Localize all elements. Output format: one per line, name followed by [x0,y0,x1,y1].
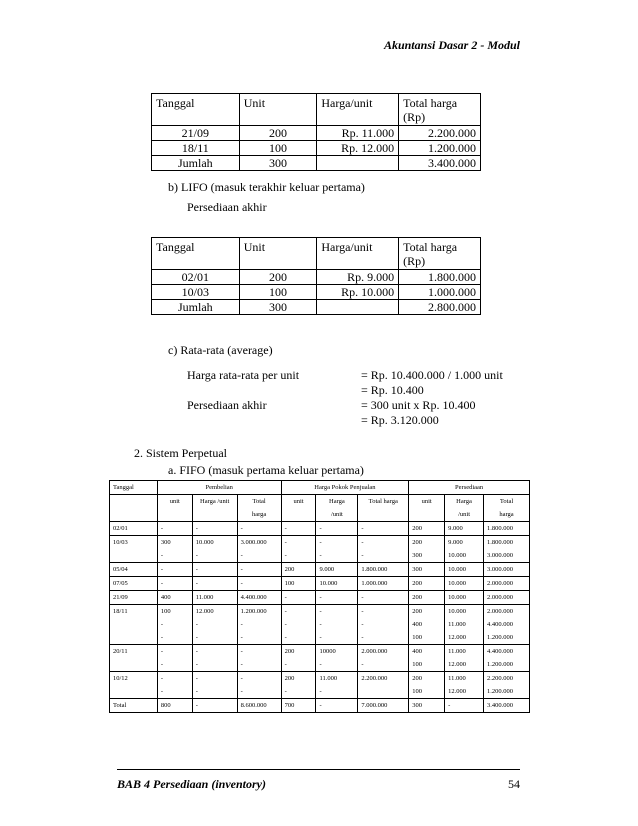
cell-value: 200 - [281,672,316,699]
cell-total: 1.000.000 [399,285,481,300]
cell-value: 10.000 [445,591,484,605]
cell-value: 300 - [157,536,192,563]
cell-unit: 200 [239,126,317,141]
table-row [110,645,530,672]
cell-date: 21/09 [110,591,158,605]
lifo-label: b) LIFO (masuk terakhir keluar pertama) [168,180,365,194]
cell-date: 10/12 [110,672,158,699]
cell-value: 3.000.000 - [237,536,281,563]
cell-value: 100 [281,577,316,591]
header-hpp: Harga Pokok Penjualan [281,481,409,495]
running-header: Akuntansi Dasar 2 - Modul [383,38,520,52]
sub-header-harga-unit: Harga /unit [192,495,237,522]
cell-total: 2.800.000 [399,300,481,315]
cell-total: 1.800.000 [399,270,481,285]
lifo-ending-inventory-table [151,237,481,315]
cell-value: - - [192,672,237,699]
sub-header-total-harga: Total harga [237,495,281,522]
cell-value: - [358,591,409,605]
header-harga-unit: Harga/unit [317,238,399,270]
cell-value: 800 [157,699,192,713]
cell-value: - - [316,536,358,563]
cell-value: 400 100 [409,645,445,672]
cell-price [317,300,399,315]
header-unit: Unit [239,94,317,126]
table-row [110,591,530,605]
cell-value: 10.000 11.000 12.000 [445,605,484,645]
cell-value: 1.800.000 [358,563,409,577]
sub-header-unit: unit [157,495,192,522]
cell-unit: 100 [239,141,317,156]
cell-value: - [157,577,192,591]
cell-value: - [192,577,237,591]
sub-header-total-harga: Total harga [484,495,530,522]
cell-value: 200 [281,563,316,577]
average-price-label: Harga rata-rata per unit [187,368,300,382]
header-total-harga: Total harga (Rp) [399,94,481,126]
cell-total: 3.400.000 [399,156,481,171]
cell-value: 10000 - [316,645,358,672]
table-row [152,126,481,141]
cell-value: 200 - [281,645,316,672]
average-price-result: = Rp. 10.400 [361,383,424,397]
header-tanggal: Tanggal [152,238,240,270]
header-persediaan: Persediaan [409,481,530,495]
cell-value: - [192,522,237,536]
cell-value: - - [281,536,316,563]
cell-value: 700 [281,699,316,713]
fifo-ending-inventory-table [151,93,481,171]
cell-value: 200 [409,591,445,605]
cell-value: 2.000.000 - [358,645,409,672]
cell-value: - [281,591,316,605]
cell-price: Rp. 12.000 [317,141,399,156]
cell-value: - [192,699,237,713]
cell-value: - - [237,645,281,672]
cell-value: - [316,522,358,536]
cell-value: 8.600.000 [237,699,281,713]
table-row [110,536,530,563]
cell-unit: 200 [239,270,317,285]
sub-header-total-harga: Total harga [358,495,409,522]
cell-value: 200 [409,522,445,536]
cell-value: - - - [281,605,316,645]
cell-value: - [192,563,237,577]
cell-value: - [316,699,358,713]
cell-value: - [237,563,281,577]
cell-value: 9.000 10.000 [445,536,484,563]
sub-header-row [110,495,530,522]
cell-value: 2.000.000 4.400.000 1.200.000 [484,605,530,645]
average-label: c) Rata-rata (average) [168,343,273,357]
cell-date: 18/11 [152,141,240,156]
ending-inventory-result: = Rp. 3.120.000 [361,413,439,427]
cell-value: 400 [157,591,192,605]
table-row [110,563,530,577]
table-total-row [152,156,481,171]
cell-date: 20/11 [110,645,158,672]
cell-value: - [237,577,281,591]
average-price-formula: = Rp. 10.400.000 / 1.000 unit [361,368,503,382]
perpetual-fifo-table [109,480,530,713]
table-header-row [152,238,481,270]
cell-value: 11.000 12.000 [445,672,484,699]
cell-value: - - - [358,605,409,645]
cell-value: 11.000 [192,591,237,605]
cell-date: 02/01 [152,270,240,285]
header-unit: Unit [239,238,317,270]
cell-date: 07/05 [110,577,158,591]
cell-value: - - [192,645,237,672]
footer-divider [117,769,520,770]
cell-value: 1.800.000 3.000.000 [484,536,530,563]
cell-value: - [316,591,358,605]
table-header-row [152,94,481,126]
cell-date: Jumlah [152,156,240,171]
cell-value: 11.000 12.000 [445,645,484,672]
cell-value: 11.000 - [316,672,358,699]
cell-value: 4.400.000 [237,591,281,605]
cell-value: 3.000.000 [484,563,530,577]
ending-inventory-label: Persediaan akhir [187,398,267,412]
cell-value: - [281,522,316,536]
ending-inventory-formula: = 300 unit x Rp. 10.400 [361,398,476,412]
cell-date: 18/11 [110,605,158,645]
cell-value: 2.000.000 [484,591,530,605]
cell-value: - - [157,672,192,699]
table-total-row [152,300,481,315]
table-row [110,522,530,536]
header-tanggal: Tanggal [152,94,240,126]
cell-value: 1.200.000 - - [237,605,281,645]
header-total-harga: Total harga (Rp) [399,238,481,270]
header-pembelian: Pembelian [157,481,281,495]
cell-value: - - - [316,605,358,645]
cell-value: - - [157,645,192,672]
table-row [110,672,530,699]
blank-cell [110,495,158,522]
cell-date: Total [110,699,158,713]
cell-price [317,156,399,171]
cell-price: Rp. 10.000 [317,285,399,300]
cell-date: 02/01 [110,522,158,536]
table-total-row [110,699,530,713]
cell-date: 05/04 [110,563,158,577]
cell-value: 4.400.000 1.200.000 [484,645,530,672]
cell-value: 300 [409,563,445,577]
cell-value: - [157,522,192,536]
header-harga-unit: Harga/unit [317,94,399,126]
cell-price: Rp. 9.000 [317,270,399,285]
cell-value: - [358,522,409,536]
cell-value: 200 300 [409,536,445,563]
cell-date: Jumlah [152,300,240,315]
cell-value: 10.000 [316,577,358,591]
cell-value: 200 400 100 [409,605,445,645]
cell-value: 9.000 [445,522,484,536]
cell-value: 1.000.000 [358,577,409,591]
footer-chapter: BAB 4 Persediaan (inventory) [117,777,266,791]
perpetual-fifo-label: a. FIFO (masuk pertama keluar pertama) [168,463,364,477]
cell-value: 2.200.000 [358,672,409,699]
cell-value: 3.400.000 [484,699,530,713]
cell-value: - [445,699,484,713]
section-perpetual-label: 2. Sistem Perpetual [134,446,227,460]
cell-value: 300 [409,699,445,713]
cell-value: - - [358,536,409,563]
cell-unit: 300 [239,156,317,171]
header-tanggal: Tanggal [110,481,158,495]
table-row [110,605,530,645]
cell-value: - - [237,672,281,699]
lifo-sub-label: Persediaan akhir [187,200,267,214]
cell-value: - [237,522,281,536]
cell-date: 10/03 [110,536,158,563]
cell-total: 1.200.000 [399,141,481,156]
cell-value: 10.000 [445,563,484,577]
cell-value: 200 [409,577,445,591]
sub-header-unit: unit [281,495,316,522]
cell-price: Rp. 11.000 [317,126,399,141]
group-header-row [110,481,530,495]
cell-total: 2.200.000 [399,126,481,141]
cell-unit: 300 [239,300,317,315]
cell-value: 1.800.000 [484,522,530,536]
page-number: 54 [508,777,520,791]
cell-value: 100 - - [157,605,192,645]
sub-header-harga-unit: Harga /unit [445,495,484,522]
table-row [110,577,530,591]
sub-header-unit: unit [409,495,445,522]
cell-date: 21/09 [152,126,240,141]
cell-value: 200 100 [409,672,445,699]
cell-date: 10/03 [152,285,240,300]
cell-value: 10.000 - [192,536,237,563]
cell-value: 2.200.000 1.200.000 [484,672,530,699]
table-row [152,285,481,300]
cell-value: - [157,563,192,577]
cell-unit: 100 [239,285,317,300]
cell-value: 9.000 [316,563,358,577]
table-row [152,270,481,285]
cell-value: 7.000.000 [358,699,409,713]
sub-header-harga-unit: Harga /unit [316,495,358,522]
cell-value: 10.000 [445,577,484,591]
table-row [152,141,481,156]
cell-value: 12.000 - - [192,605,237,645]
cell-value: 2.000.000 [484,577,530,591]
